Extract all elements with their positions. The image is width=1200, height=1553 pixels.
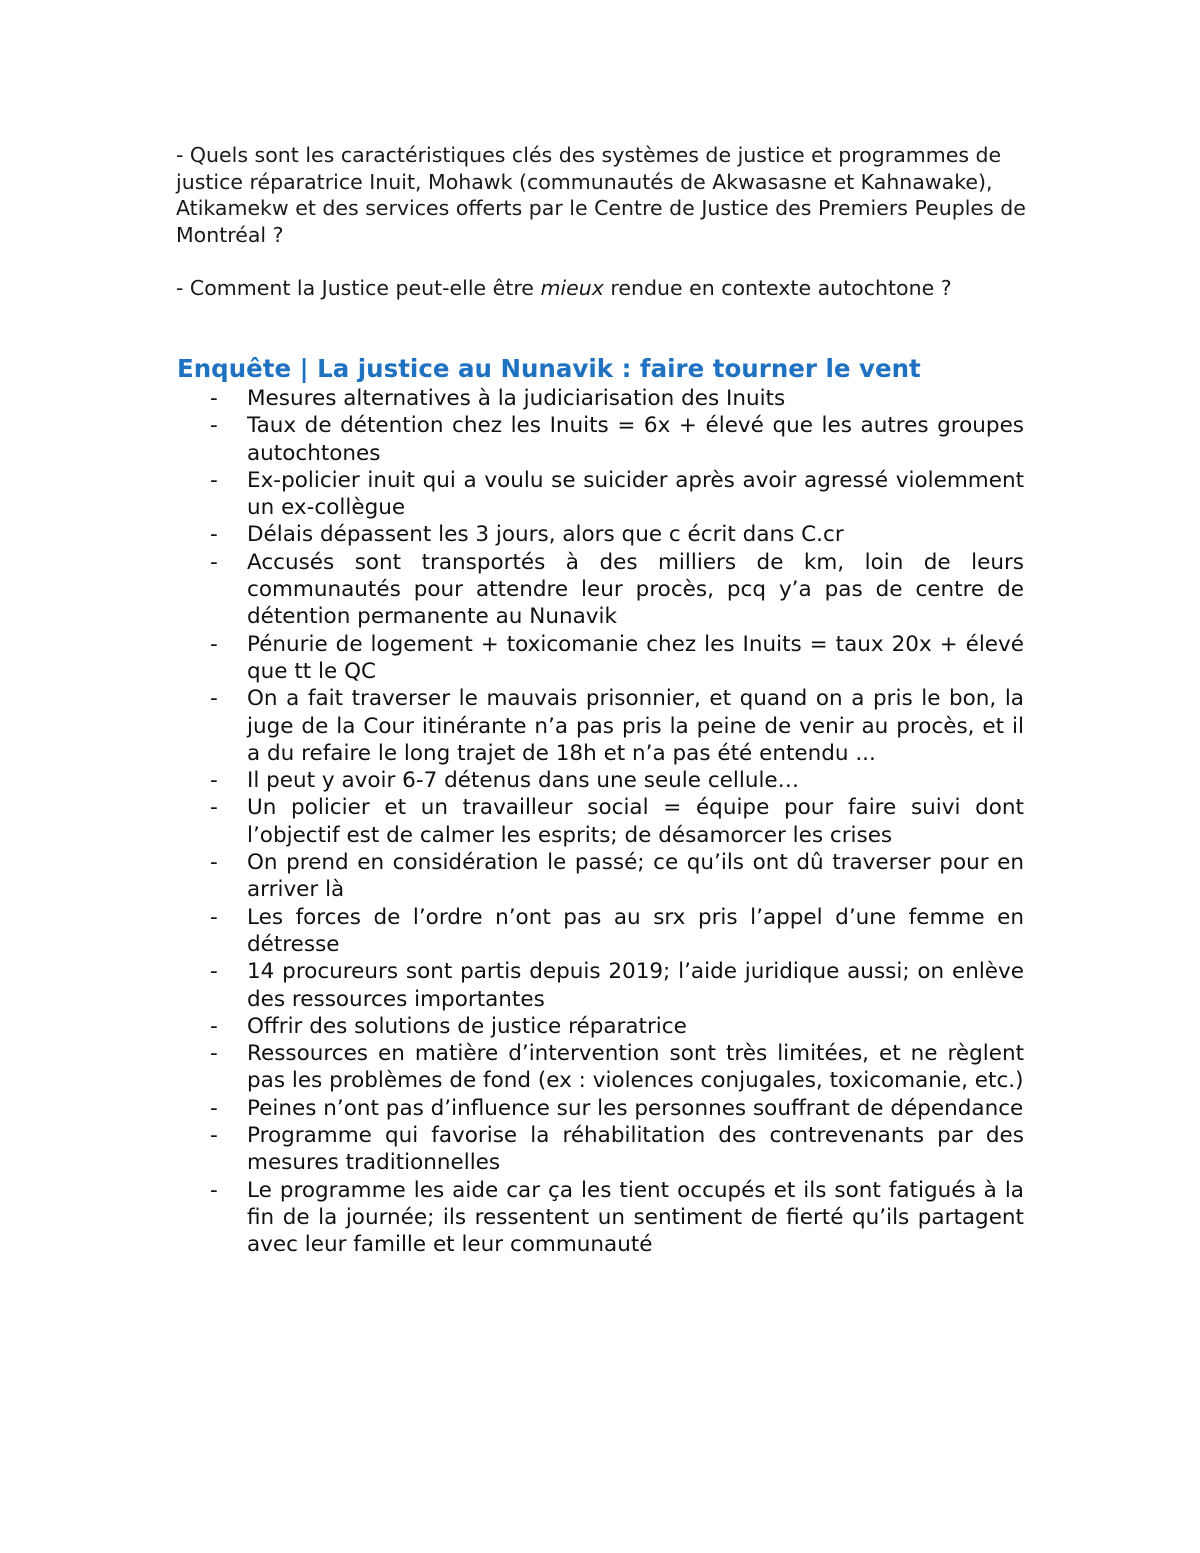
bullet-dash: - bbox=[210, 467, 218, 493]
list-item-text: Programme qui favorise la réhabilitation des contrevenants par des mesures traditionnelles bbox=[247, 1123, 1024, 1176]
question-2 bbox=[176, 275, 1026, 302]
list-item bbox=[0, 904, 1024, 959]
list-item-text: Ressources en matière d’intervention sont très limitées, et ne règlent pas les problèmes de fond (ex : violences conjugales, toxicomanie, etc.) bbox=[247, 1041, 1024, 1094]
bullet-dash: - bbox=[210, 549, 218, 575]
bullet-dash: - bbox=[210, 1041, 218, 1067]
bullet-dash: - bbox=[210, 631, 218, 657]
bullet-dash: - bbox=[210, 795, 218, 821]
list-item bbox=[0, 767, 1024, 794]
bullet-dash: - bbox=[210, 959, 218, 985]
bullet-dash: - bbox=[210, 386, 218, 411]
bullet-dash: - bbox=[210, 1177, 218, 1203]
list-item-text: Ex-policier inuit qui a voulu se suicider après avoir agressé violemment un ex-collègue bbox=[247, 467, 1024, 521]
list-item-text: Les forces de l’ordre n’ont pas au srx pris l’appel d’une femme en détresse bbox=[247, 904, 1024, 957]
list-item bbox=[0, 1040, 1024, 1095]
list-item bbox=[0, 631, 1024, 686]
list-item bbox=[0, 794, 1024, 849]
bullet-dash: - bbox=[210, 850, 218, 876]
list-item-text: Un policier et un travailleur social = équipe pour faire suivi dont l’objectif est de calmer les esprits; de désamorcer les crises bbox=[247, 795, 1024, 848]
list-item bbox=[0, 549, 1024, 631]
bullet-dash: - bbox=[210, 1095, 218, 1121]
bullet-dash: - bbox=[210, 1013, 218, 1039]
list-item bbox=[0, 958, 1024, 1013]
bullet-dash: - bbox=[210, 413, 218, 439]
list-item-text: Il peut y avoir 6-7 détenus dans une seule cellule… bbox=[247, 768, 800, 794]
list-item-text: Le programme les aide car ça les tient occupés et ils sont fatigués à la fin de la journée; ils ressentent un sentiment de fierté qu’ils partagent avec leur famille et leur communauté bbox=[247, 1177, 1024, 1258]
bullet-list bbox=[0, 385, 1200, 1259]
list-item bbox=[0, 412, 1024, 467]
list-item-text: 14 procureurs sont partis depuis 2019; l’aide juridique aussi; on enlève des ressources importantes bbox=[247, 959, 1024, 1012]
question-1: - Quels sont les caractéristiques clés des systèmes de justice et programmes de justice réparatrice Inuit, Mohawk (communautés de Akwasasne et Kahnawake), Atikamekw et des services offerts par le Centre de Justice des Premiers Peuples de Montréal ? bbox=[176, 143, 1026, 247]
list-item bbox=[0, 1122, 1024, 1177]
list-item-text: Taux de détention chez les Inuits = 6x + élevé que les autres groupes autochtones bbox=[247, 413, 1024, 466]
list-item-text: Délais dépassent les 3 jours, alors que c écrit dans C.cr bbox=[247, 522, 844, 548]
list-item-text: Accusés sont transportés à des milliers de km, loin de leurs communautés pour attendre leur procès, pcq y’a pas de centre de détention permanente au Nunavik bbox=[247, 549, 1024, 630]
list-item-text: Mesures alternatives à la judiciarisation des Inuits bbox=[247, 386, 786, 411]
list-item bbox=[0, 521, 1024, 548]
bullet-dash: - bbox=[210, 522, 218, 548]
list-item bbox=[0, 385, 1024, 412]
list-item bbox=[0, 1177, 1024, 1259]
list-item-text: Offrir des solutions de justice réparatrice bbox=[247, 1013, 687, 1039]
bullet-dash: - bbox=[210, 904, 218, 930]
bullet-dash: - bbox=[210, 686, 218, 712]
list-item-text: On a fait traverser le mauvais prisonnier, et quand on a pris le bon, la juge de la Cour itinérante n’a pas pris la peine de venir au procès, et il a du refaire le long trajet de 18h et n’a pas été entendu ... bbox=[247, 686, 1024, 766]
list-item bbox=[0, 467, 1024, 522]
list-item-text: Peines n’ont pas d’influence sur les personnes souffrant de dépendance bbox=[247, 1095, 1024, 1121]
question-2-text-start: - Comment la Justice peut-elle être bbox=[176, 276, 541, 300]
list-item bbox=[0, 1013, 1024, 1040]
question-2-emphasis: mieux bbox=[540, 276, 604, 300]
list-item-text: Pénurie de logement + toxicomanie chez les Inuits = taux 20x + élevé que tt le QC bbox=[247, 631, 1024, 684]
list-item-text: On prend en considération le passé; ce qu’ils ont dû traverser pour en arriver là bbox=[247, 850, 1024, 903]
list-item bbox=[0, 1095, 1024, 1122]
section-heading: Enquête | La justice au Nunavik : faire tourner le vent bbox=[177, 354, 921, 383]
question-2-text-end: rendue en contexte autochtone ? bbox=[603, 276, 952, 300]
bullet-dash: - bbox=[210, 1123, 218, 1149]
list-item bbox=[0, 685, 1024, 767]
bullet-dash: - bbox=[210, 768, 218, 794]
list-item bbox=[0, 849, 1024, 904]
